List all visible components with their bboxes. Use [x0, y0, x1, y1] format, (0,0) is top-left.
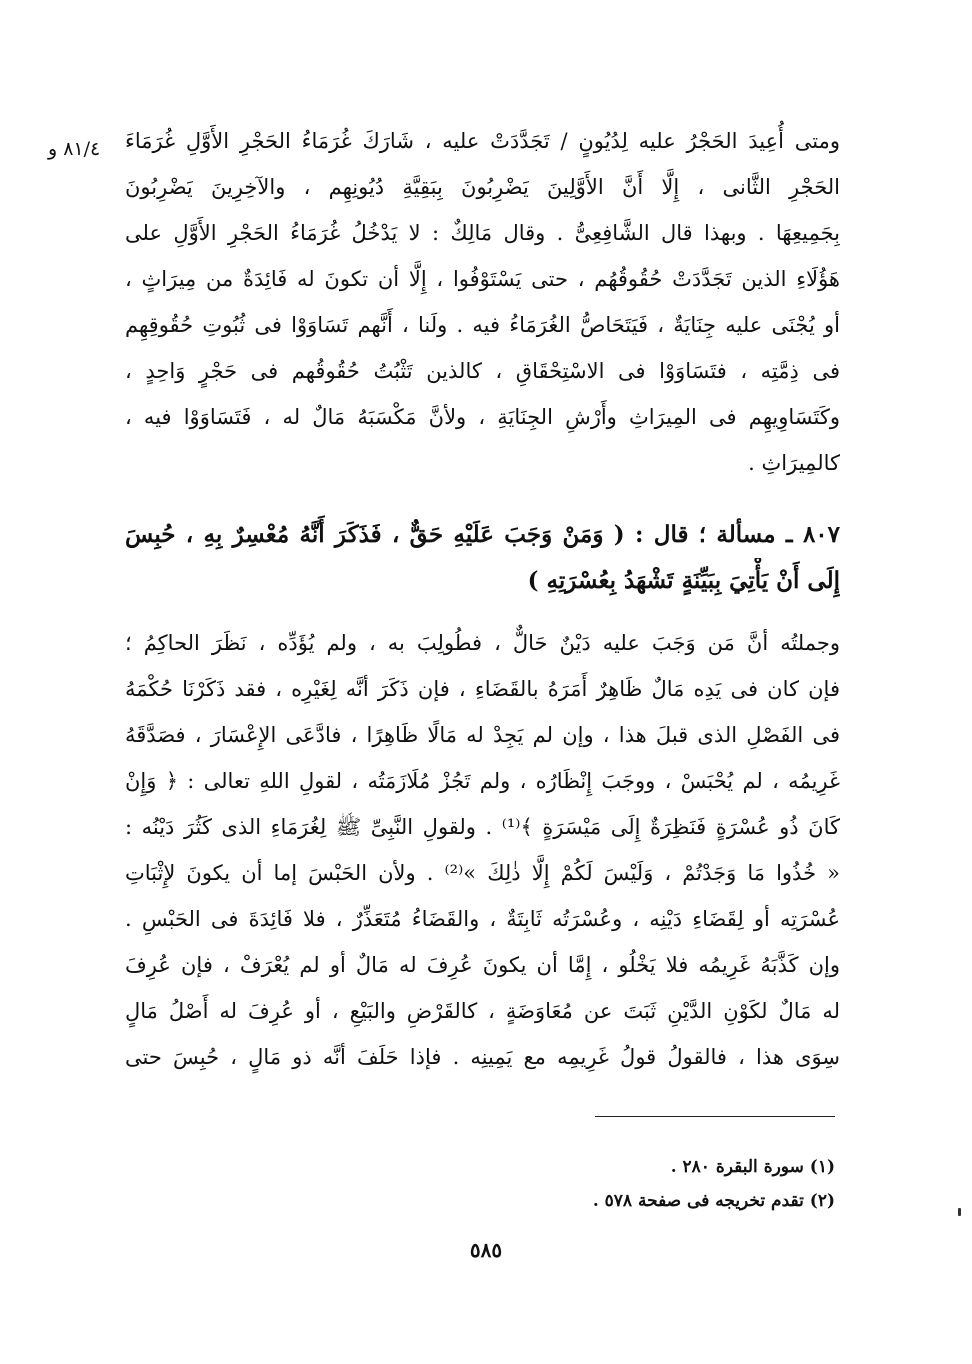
footnote-1: (١) سورة البقرة ٢٨٠ . [670, 1157, 835, 1177]
text-line: أو يُجْنَى عليه جِنَايَةٌ ، فَيَتَحَاصُّ الغُرَمَاءُ فيه . ولَنا ، أَنَّهم تَسَاوَوْا فى ثُبُوتِ حُقُوقِهِم [125, 313, 840, 337]
text-line: هَؤُلَاءِ الذين تَجَدَّدَتْ حُقُوقُهُم ، حتى يَسْتَوْفُوا ، إِلَّا أن تكونَ له فَائِدَةٌ من مِيرَاثٍ ، [125, 267, 840, 291]
paragraph-2 [125, 620, 840, 1080]
text-line: فى الفَصْلِ الذى قبلَ هذا ، وإن لم يَجِدْ له مَالًا ظَاهِرًا ، فادَّعَى الإِعْسَارَ ، فصَدَّقَهُ [125, 723, 840, 747]
footnote-2: (٢) تقدم تخريجه فى صفحة ٥٧٨ . [592, 1191, 835, 1211]
text-line: وإن كَذَّبَهُ غَرِيمُه فلا يَخْلُو ، إِمَّا أن يكونَ عُرِفَ له مَالٌ أو لم يُعْرَفْ ، فإن عُرِفَ [125, 953, 840, 977]
footnote-divider [595, 1116, 835, 1117]
text-line: كَانَ ذُو عُسْرَةٍ فَنَظِرَةٌ إِلَى مَيْسَرَةٍ ﴾⁽¹⁾ . ولقولِ النَّبِىِّ ﷺ لِغُرَمَاءِ الذى كَثُرَ دَيْنُه : [125, 815, 840, 839]
text-line: فى ذِمَّتِه ، فتَسَاوَوْا فى الاسْتِحْقَاقِ ، كالذين تَثْبُتُ حُقُوقُهم فى حَجْرٍ وَاحِدٍ ، [125, 359, 840, 383]
heading-line: إِلَى أَنْ يَأْتِيَ بِبَيِّنَةٍ تَشْهَدُ بِعُسْرَتِهِ ) [527, 567, 840, 594]
text-line: ومتى أُعِيدَ الحَجْرُ عليه لِدُيُونٍ / تَجَدَّدَتْ عليه ، شَارَكَ غُرَمَاءُ الحَجْرِ الأَوَّلِ غُرَمَاءَ [125, 129, 840, 153]
text-line: عُسْرَتِه أو لِقَضَاءِ دَيْنِه ، وعُسْرَتُه ثَابِتَةٌ ، والقَضَاءُ مُتَعَذِّرٌ ، فلا فَائِدَةَ فى الحَبْسِ . [125, 907, 840, 931]
heading-line: ٨٠٧ ـ مسألة ؛ قال : ( وَمَنْ وَجَبَ عَلَيْهِ حَقٌّ ، فَذَكَرَ أَنَّهُ مُعْسِرٌ بِهِ ، حُبِسَ [125, 521, 840, 548]
text-line: له مَالٌ لكَوْنِ الدَّيْنِ ثَبَتَ عن مُعَاوَضَةٍ ، كالقَرْضِ والبَيْعِ ، أو عُرِفَ له أَصْلُ مَالٍ [125, 999, 840, 1023]
scan-speck [958, 1208, 961, 1216]
text-line: وكَتَسَاوِيهِم فى المِيرَاثِ وأَرْشِ الجِنَايَةِ ، ولأنَّ مَكْسَبَهُ مَالٌ له ، فَتَسَاوَوْا فيه ، [125, 405, 840, 429]
text-line: فإن كان فى يَدِه مَالٌ ظَاهِرٌ أَمَرَهُ بالقَضَاءِ ، فإن ذَكَرَ أنَّه لِغَيْرِه ، فقد ذَكَرْنَا حُكْمَهُ [125, 677, 840, 701]
text-line: « خُذُوا مَا وَجَدْتُمْ ، وَلَيْسَ لَكُمْ إِلَّا ذٰلِكَ »⁽²⁾ . ولأن الحَبْسَ إما أن يكونَ لإِثْبَاتِ [125, 861, 840, 885]
text-line: وجملتُه أنَّ مَن وَجَبَ عليه دَيْنٌ حَالٌّ ، فطُولِبَ به ، ولم يُؤَدِّه ، نَظَرَ الحاكِمُ ؛ [125, 631, 840, 655]
mas-ala-heading [125, 512, 840, 604]
page-number: ٥٨٥ [469, 1238, 503, 1262]
text-line: سِوَى هذا ، فالقولُ قولُ غَرِيمِه مع يَمِينِه . فإذا حَلَفَ أنَّه ذو مَالٍ ، حُبِسَ حتى [125, 1045, 840, 1069]
paragraph-1 [125, 118, 840, 486]
footnotes [500, 1150, 835, 1218]
text-line: غَرِيمُه ، لم يُحْبَسْ ، ووجَبَ إِنْظَارُه ، ولم تَجُزْ مُلَازَمَتُه ، لقولِ اللهِ تعالى : ﴿ وَإِنْ [125, 769, 840, 793]
text-line: كالمِيرَاثِ . [748, 451, 840, 475]
margin-reference: ٨١/٤ و [48, 138, 101, 160]
text-line: الحَجْرِ الثَّانى ، إِلَّا أَنَّ الأَوَّلِينَ يَضْرِبُونَ بِبَقِيَّةِ دُيُونِهِم ، والآخِرِينَ يَضْرِبُونَ [125, 175, 840, 199]
text-line: بِجَمِيعِهَا . وبهذا قال الشَّافِعِىُّ . وقال مَالِكٌ : لا يَدْخُلُ غُرَمَاءُ الحَجْرِ الأَوَّلِ على [125, 221, 840, 245]
